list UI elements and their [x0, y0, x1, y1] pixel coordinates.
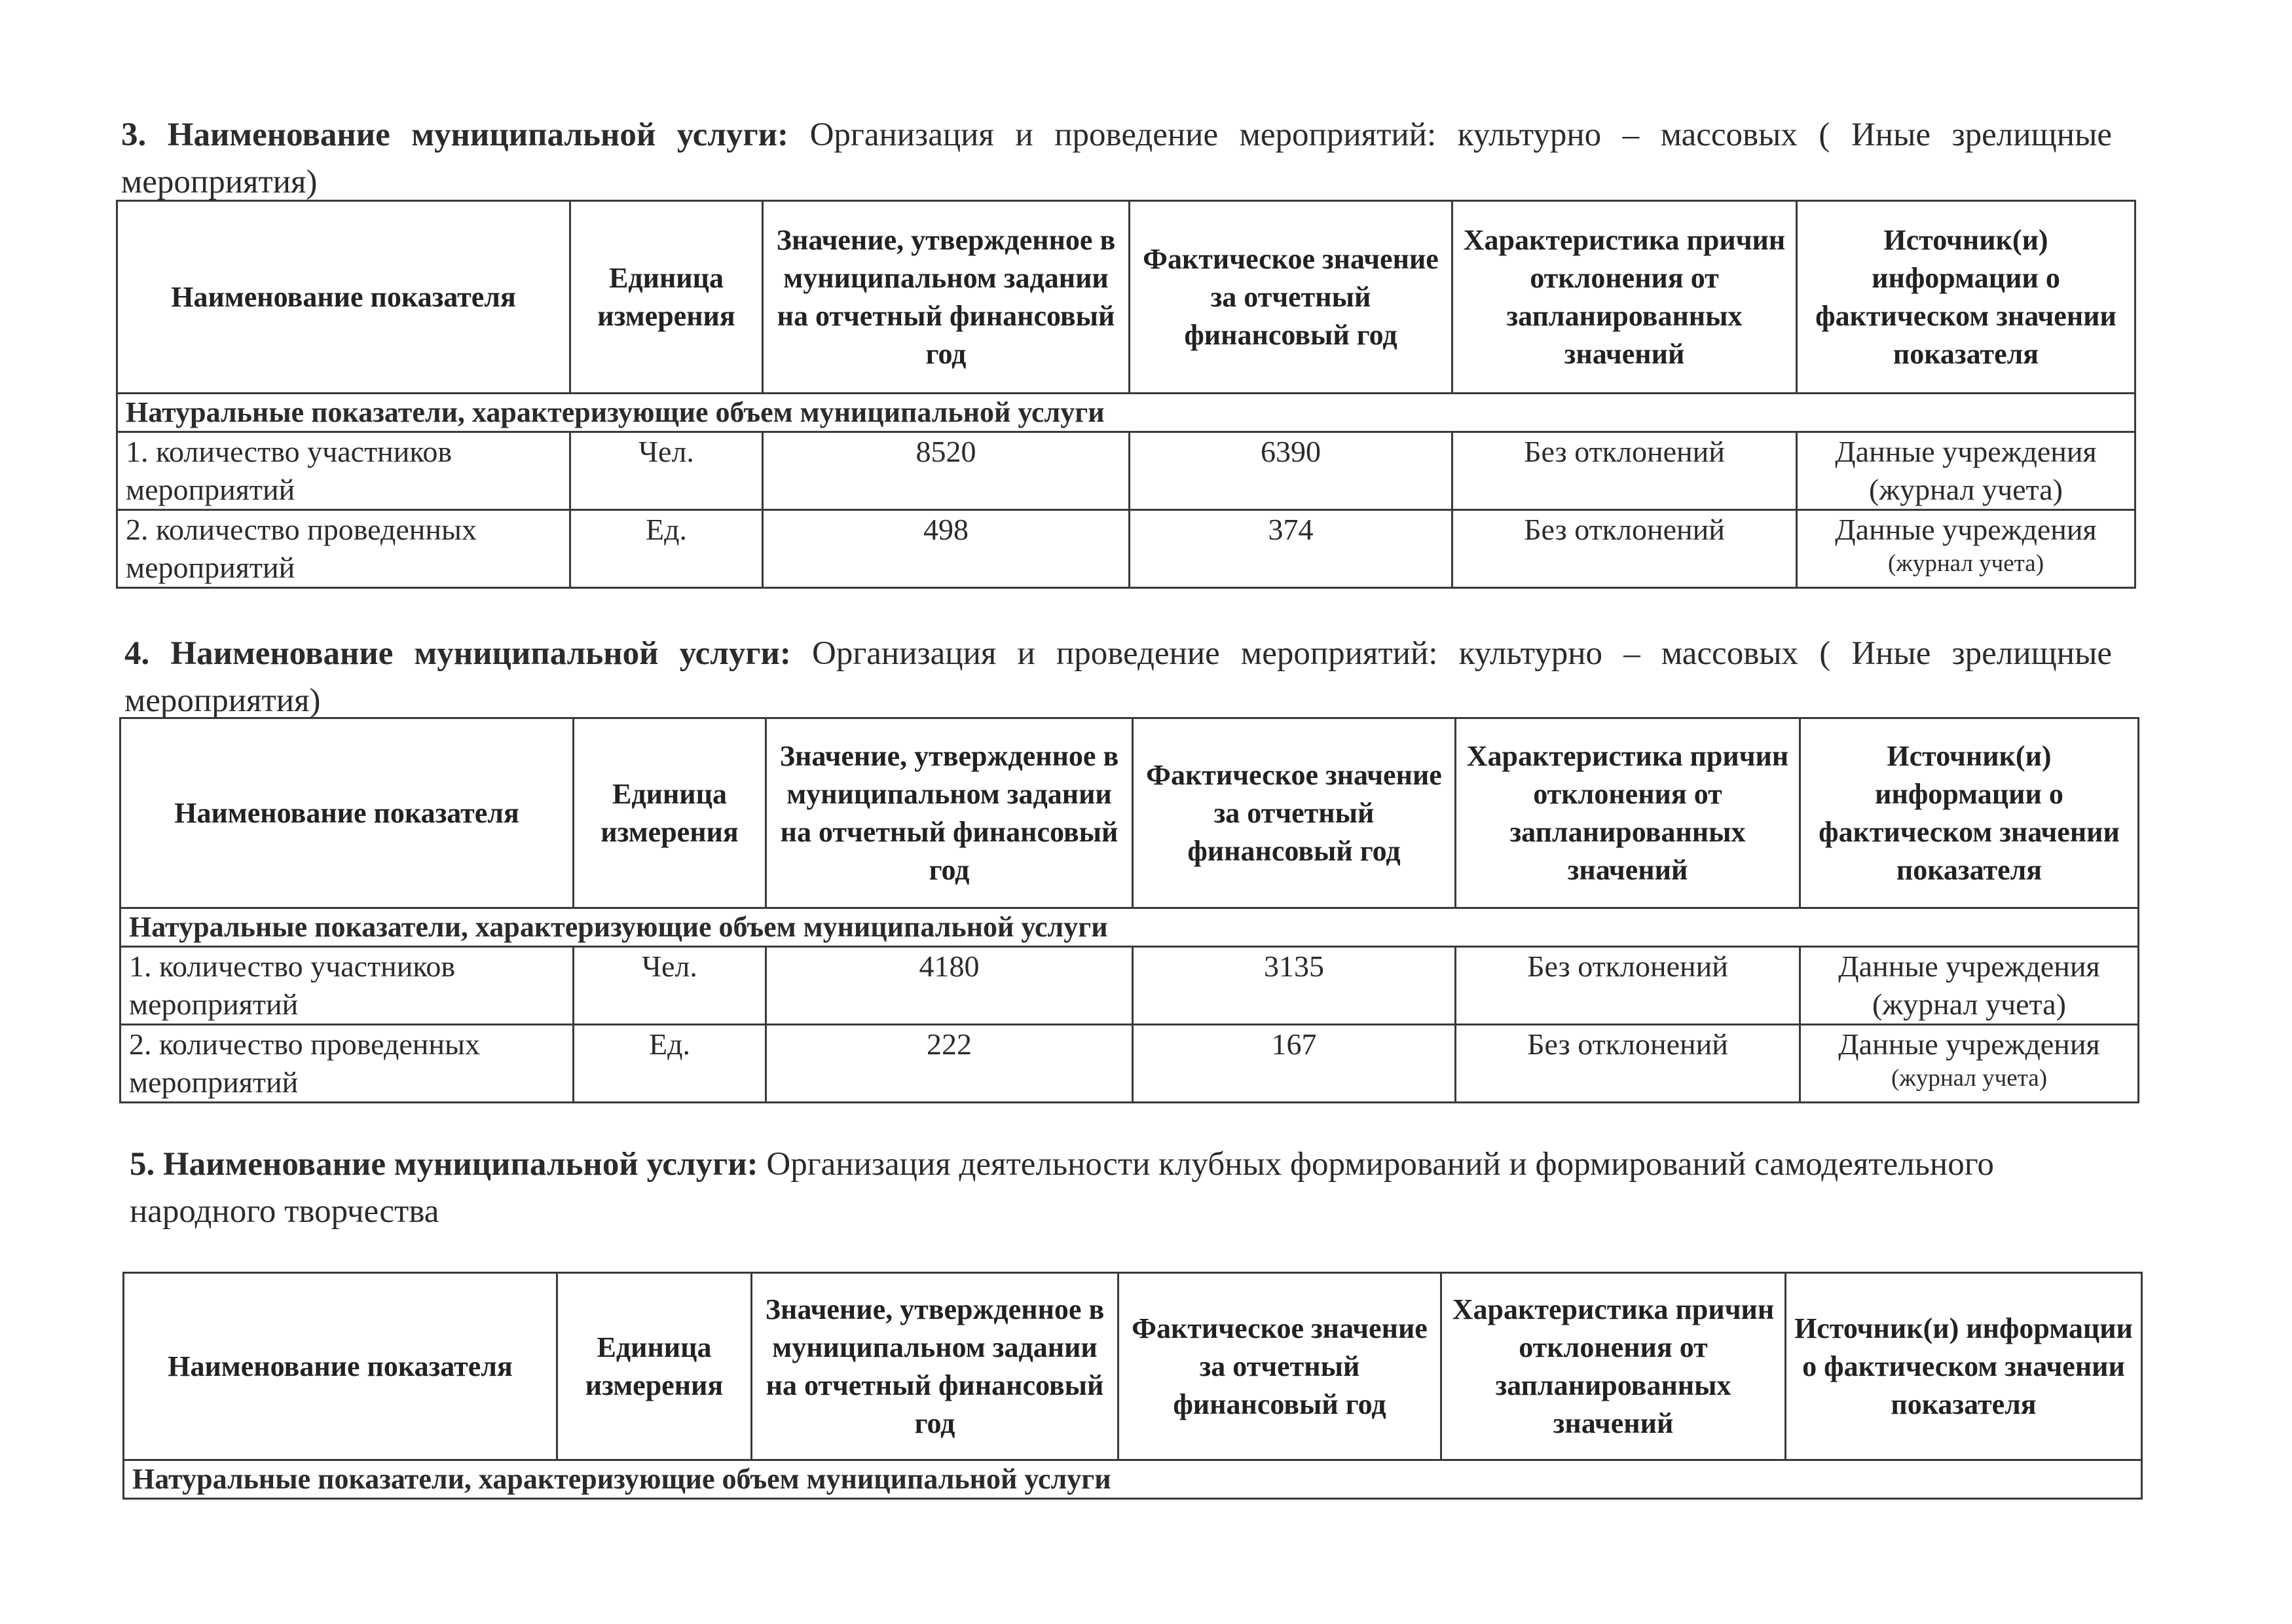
col-header-unit: Единица измерения — [574, 718, 766, 908]
row-name: 2. количество проведенных мероприятий — [120, 1025, 574, 1103]
table-header-row — [120, 718, 2139, 908]
group-label: Натуральные показатели, характеризующие объем муниципальной услуги — [120, 908, 2139, 947]
table-row — [117, 432, 2135, 510]
col-header-unit: Единица измерения — [557, 1273, 752, 1460]
row-unit: Ед. — [574, 1025, 766, 1103]
col-header-planned: Значение, утвержденное в муниципальном задании на отчетный финансовый год — [766, 718, 1133, 908]
col-header-name: Наименование показателя — [117, 201, 570, 394]
source-line-2: (журнал учета) — [1887, 550, 2044, 577]
col-header-actual: Фактическое значение за отчетный финансовый год — [1118, 1273, 1441, 1460]
source-line-1: Данные учреждения — [1838, 1027, 2100, 1061]
source-line-2: (журнал учета) — [1872, 987, 2066, 1021]
section-4-table — [119, 717, 2139, 1103]
row-deviation: Без отклонений — [1452, 510, 1797, 588]
row-source — [1800, 1025, 2139, 1103]
row-planned-value: 222 — [766, 1025, 1133, 1103]
group-label: Натуральные показатели, характеризующие объем муниципальной услуги — [124, 1460, 2142, 1499]
row-name: 1. количество участников мероприятий — [117, 432, 570, 510]
table-group-row — [120, 908, 2139, 947]
row-source — [1797, 510, 2135, 588]
table-header-row — [117, 201, 2135, 394]
col-header-actual: Фактическое значение за отчетный финансовый год — [1133, 718, 1456, 908]
col-header-source: Источник(и) информации о фактическом значении показателя — [1800, 718, 2139, 908]
table-group-row — [124, 1460, 2142, 1499]
col-header-deviation: Характеристика причин отклонения от запланированных значений — [1441, 1273, 1786, 1460]
row-deviation: Без отклонений — [1456, 947, 1800, 1025]
table-header-row — [124, 1273, 2142, 1460]
row-actual-value: 6390 — [1130, 432, 1452, 510]
source-line-1: Данные учреждения — [1838, 950, 2100, 983]
col-header-source: Источник(и) информации о фактическом значении показателя — [1797, 201, 2135, 394]
col-header-name: Наименование показателя — [124, 1273, 557, 1460]
col-header-planned: Значение, утвержденное в муниципальном задании на отчетный финансовый год — [752, 1273, 1118, 1460]
row-name: 1. количество участников мероприятий — [120, 947, 574, 1025]
row-actual-value: 167 — [1133, 1025, 1456, 1103]
row-name: 2. количество проведенных мероприятий — [117, 510, 570, 588]
row-source — [1797, 432, 2135, 510]
section-3-service-name: Организация и проведение мероприятий: культурно – массовых ( Иные зрелищные мероприятия) — [121, 117, 2113, 200]
source-line-2: (журнал учета) — [1891, 1065, 2048, 1092]
table-row — [120, 947, 2139, 1025]
section-5-service-name: Организация деятельности клубных формирований и формирований самодеятельного народного творчества — [130, 1146, 1994, 1230]
section-4-service-name: Организация и проведение мероприятий: культурно – массовых ( Иные зрелищные мероприятия) — [124, 635, 2112, 719]
row-source — [1800, 947, 2139, 1025]
source-line-1: Данные учреждения — [1835, 435, 2097, 468]
col-header-planned: Значение, утвержденное в муниципальном задании на отчетный финансовый год — [763, 201, 1130, 394]
section-3-heading — [121, 111, 2112, 206]
section-4-heading — [124, 630, 2112, 724]
col-header-unit: Единица измерения — [570, 201, 763, 394]
group-label: Натуральные показатели, характеризующие объем муниципальной услуги — [117, 394, 2135, 432]
section-5-table — [122, 1272, 2143, 1500]
row-unit: Ед. — [570, 510, 763, 588]
col-header-deviation: Характеристика причин отклонения от запланированных значений — [1452, 201, 1797, 394]
section-5-heading — [130, 1141, 2094, 1235]
col-header-deviation: Характеристика причин отклонения от запланированных значений — [1456, 718, 1800, 908]
section-3-table — [116, 200, 2136, 589]
row-deviation: Без отклонений — [1452, 432, 1797, 510]
col-header-name: Наименование показателя — [120, 718, 574, 908]
row-deviation: Без отклонений — [1456, 1025, 1800, 1103]
row-planned-value: 498 — [763, 510, 1130, 588]
row-unit: Чел. — [570, 432, 763, 510]
col-header-actual: Фактическое значение за отчетный финансовый год — [1130, 201, 1452, 394]
source-line-1: Данные учреждения — [1835, 513, 2097, 546]
table-row — [120, 1025, 2139, 1103]
col-header-source: Источник(и) информации о фактическом значении показателя — [1786, 1273, 2142, 1460]
section-4-label: 4. Наименование муниципальной услуги: — [124, 635, 791, 672]
row-planned-value: 4180 — [766, 947, 1133, 1025]
section-5-label: 5. Наименование муниципальной услуги: — [130, 1146, 758, 1183]
source-line-2: (журнал учета) — [1869, 473, 2063, 506]
section-3-label: 3. Наименование муниципальной услуги: — [121, 117, 789, 153]
row-actual-value: 374 — [1130, 510, 1452, 588]
table-row — [117, 510, 2135, 588]
table-group-row — [117, 394, 2135, 432]
row-unit: Чел. — [574, 947, 766, 1025]
row-actual-value: 3135 — [1133, 947, 1456, 1025]
row-planned-value: 8520 — [763, 432, 1130, 510]
